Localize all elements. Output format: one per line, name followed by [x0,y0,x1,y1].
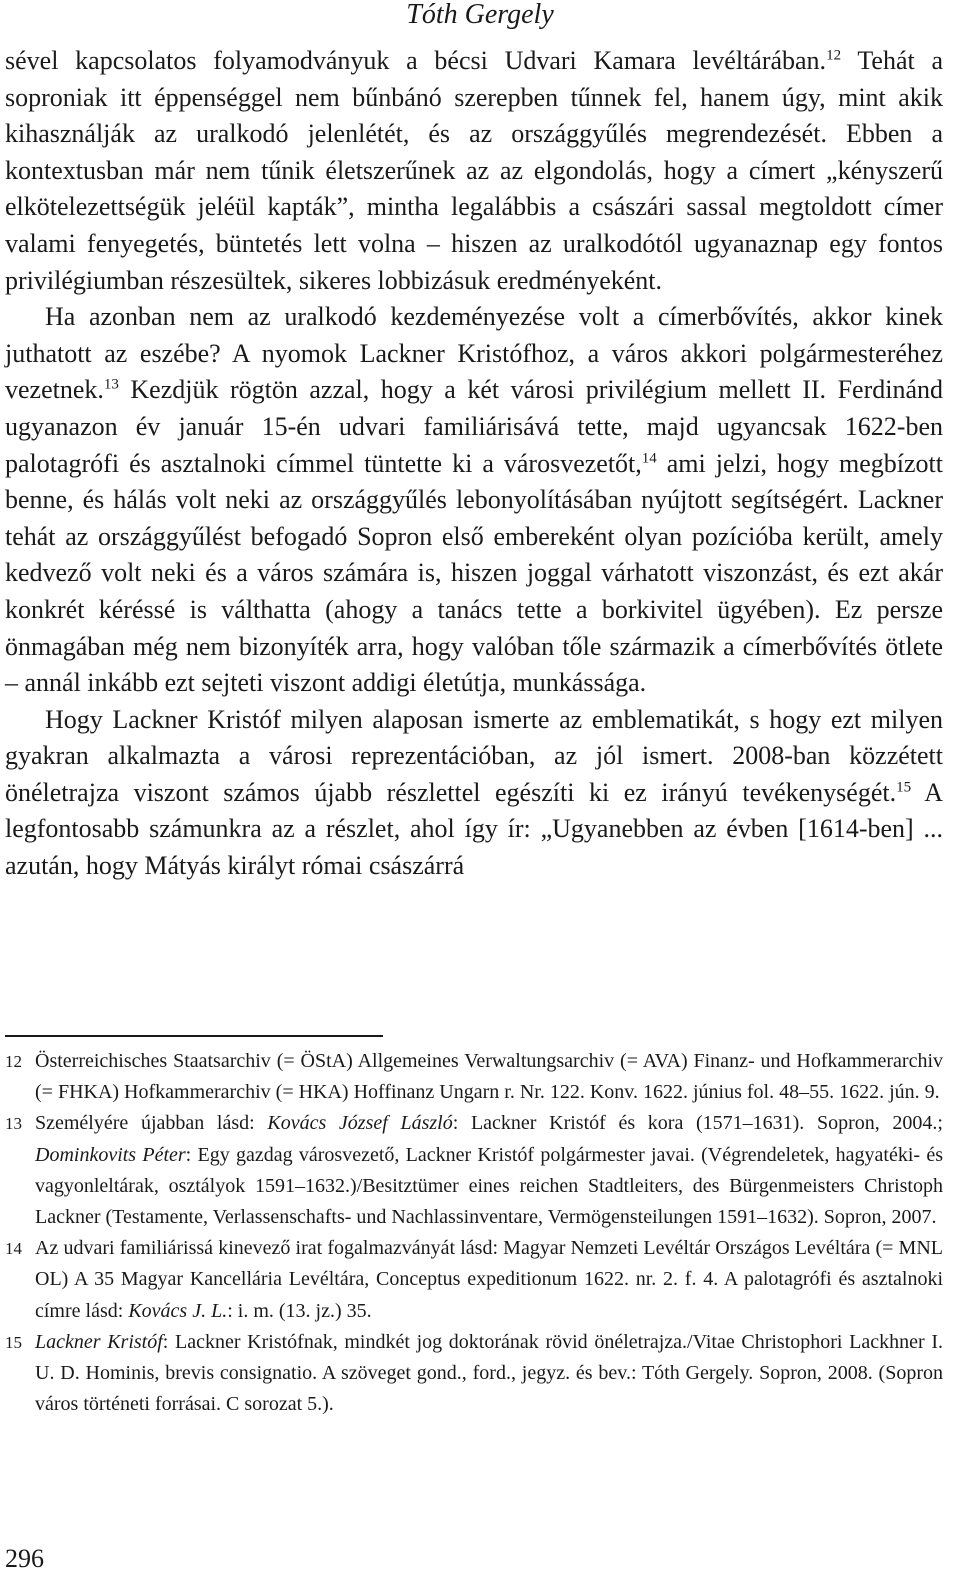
text-run: : Lackner Kristóf és kora (1571–1631). Sopron, 2004.; [452,1112,943,1135]
footnote-text [35,1331,943,1415]
page-number: 296 [5,1544,44,1573]
footnote-number: 12 [5,1052,22,1071]
footnote-separator [5,1035,383,1037]
text-run: : Lackner Kristófnak, mindkét jog doktorának rövid önéletrajza./Vitae Christophori Lackhner I. U. D. Hominis, brevis consignatio. A szöveget gond., ford., jegyz. és bev.: Tóth Gergely. Sopron, 2008. (Sopron város történeti forrásai. C sorozat 5.). [35,1330,943,1416]
footnote-ref-15[interactable]: 15 [896,779,912,796]
text-run: Tehát a soproniak itt éppenséggel nem bűnbánó szerepben tűnnek fel, hanem úgy, mint akik kihasználják az uralkodó jelenlétét, és az országgyűlés megrendezését. Ebben a kontextusban már nem tűnik életszerűnek az az elgondolás, hogy a címert „kényszerű elkötelezettségük jeléül kapták”, mintha legalábbis a császári sassal megtoldott címer valami fenyegetés, büntetés lett volna – hiszen az uralkodótól ugyanaznap egy fontos privilégiumban részesültek, sikeres lobbizásuk eredményeként. [5,46,943,295]
footnote-text [35,1112,943,1228]
paragraph-1 [5,43,943,299]
footnote-number: 15 [5,1332,22,1352]
text-run: ami jelzi, hogy megbízott benne, és hálás volt neki az országgyűlés lebonyolításában nyújtott segítségért. Lackner tehát az országgyűlést befogadó Sopron első embereként olyan pozícióba került, amely kedvező volt neki és a város számára is, hiszen joggal várhatott viszonzást, és ezt akár konkrét kéréssé is válthatta (ahogy a tanács tette a borkivitel ügyében). Ez persze önmagában még nem bizonyíték arra, hogy valóban tőle származik a címerbővítés ötlete – annál inkább ezt sejteti viszont addigi életútja, munkássága. [5,448,943,698]
text-run: Hogy Lackner Kristóf milyen alaposan ismerte az emblematikát, s hogy ezt milyen gyakran alkalmazta a városi reprezentációban, az jól ismert. 2008-ban közzétett önéletrajza viszont számos újabb részlettel egészíti ki ez irányú tevékenységét. [5,704,943,807]
footnote-13 [5,1108,943,1233]
footnote-text [35,1237,943,1321]
footnote-12 [5,1046,943,1108]
text-run: Személyére újabban lásd: [35,1112,268,1135]
footnote-ref-12[interactable]: 12 [826,47,842,64]
text-run: A legfontosabb számunkra az a részlet, ahol így ír: „Ugyanebben az évben [1614-ben] ... azután, hogy Mátyás királyt római császárrá [5,777,943,881]
text-run: Ha azonban nem az uralkodó kezdeményezése volt a címerbővítés, akkor kinek juthatott az eszébe? A nyomok Lackner Kristófhoz, a város akkori polgármesteréhez vezetnek. [5,302,943,405]
running-header: Tóth Gergely [406,0,554,30]
author-name: Kovács József László [267,1112,453,1135]
text-run: : Egy gazdag városvezető, Lackner Kristóf polgármester javai. (Végrendeletek, hagyatéki- és vagyonleltárak, osztályok 1591–1632.)/Besitztümer eines reichen Stadtleiters, des Bürgenmeisters Christoph Lackner (Testamente, Verlassenschafts- und Nachlassinventare, Vermögensteilungen 1591–1632). Sopron, 2007. [35,1143,943,1229]
footnote-number: 14 [5,1239,22,1259]
author-name: Kovács J. L. [128,1299,228,1322]
footnotes [5,1046,943,1420]
paragraph-3 [5,702,943,885]
text-run: sével kapcsolatos folyamodványuk a bécsi Udvari Kamara levéltárában. [5,46,827,75]
paragraph-2 [5,299,943,702]
main-text [5,43,943,885]
footnote-14 [5,1233,943,1327]
text-run: : i. m. (13. jz.) 35. [227,1299,372,1322]
footnote-15 [5,1327,943,1421]
footnote-text: Österreichisches Staatsarchiv (= ÖStA) Allgemeines Verwaltungsarchiv (= AVA) Finanz- und Hofkammerarchiv (= FHKA) Hofkammerarchiv (= HKA) Hoffinanz Ungarn r. Nr. 122. Konv. 1622. június fol. 48–55. 1622. jún. 9. [35,1050,943,1104]
footnote-number: 13 [5,1114,22,1134]
footnote-ref-13[interactable]: 13 [103,376,119,393]
text-run: Kezdjük rögtön azzal, hogy a két városi privilégium mellett II. Ferdinánd ugyanazon év január 15-én udvari familiárisává tette, majd ugyancsak 1622-ben palotagrófi és asztalnoki címmel tüntette ki a városvezetőt, [5,375,943,478]
author-name: Dominkovits Péter [35,1143,186,1166]
footnote-ref-14[interactable]: 14 [641,449,657,466]
author-name: Lackner Kristóf [35,1330,163,1353]
text-run: Az udvari familiárissá kinevező irat fogalmazványát lásd: Magyar Nemzeti Levéltár Országos Levéltára (= MNL OL) A 35 Magyar Kancellária Levéltára, Conceptus expeditionum 1622. nr. 2. f. 4. A palotagrófi és asztalnoki címre lásd: [35,1237,943,1322]
